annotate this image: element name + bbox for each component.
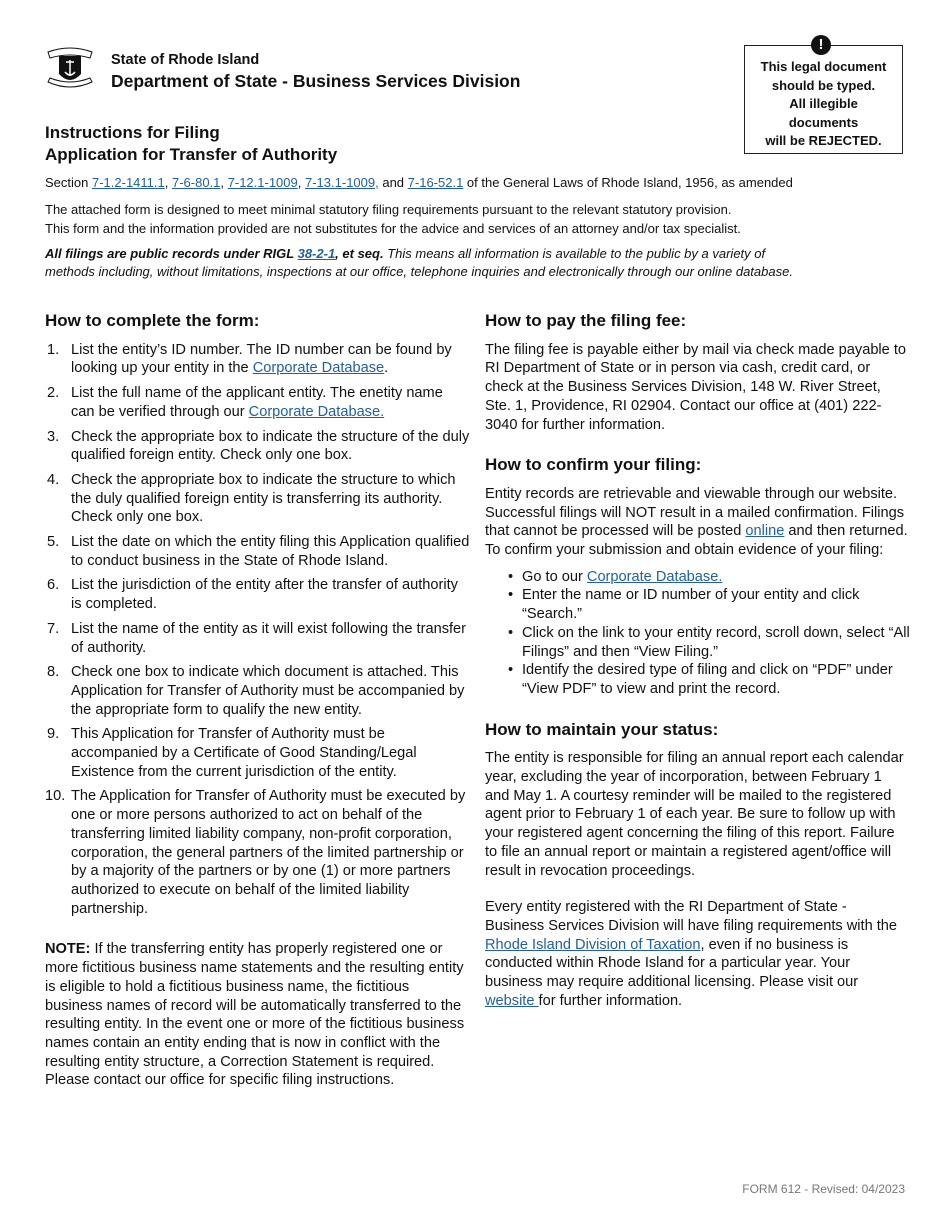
text-segment: . <box>384 360 389 377</box>
step-number: 1. <box>47 341 60 358</box>
step-text <box>71 429 469 464</box>
step-item <box>45 787 470 918</box>
step-item <box>45 471 470 527</box>
link[interactable]: 7-16-52.1 <box>407 175 464 190</box>
step-text <box>71 788 465 916</box>
text-segment: Entity records are retrievable and viewable through our website. Successful filings will NOT result in a mailed confirmation. Filings that cannot be processed will be posted <box>485 485 905 540</box>
text-segment: Check the appropriate box to indicate the structure of the duly qualified foreign entity. Check only one box. <box>71 428 470 464</box>
text-segment: Check one box to indicate which document is attached. This Application for Transfer of Authority must be accompanied by the appropriate form to qualify the new entity. <box>71 664 465 718</box>
link[interactable]: Corporate Database. <box>248 403 385 420</box>
text-segment: List the entity’s ID number. The ID number can be found by looking up your entity in the <box>71 341 452 377</box>
maintain-heading: How to maintain your status: <box>485 719 719 739</box>
link[interactable]: 7-1.2-1411.1 <box>91 175 165 190</box>
text-segment: , et seq. <box>335 246 384 261</box>
bullet-item <box>522 586 910 623</box>
text-segment: This means all information is available to the public by a variety of methods including, without limitations, inspections at our office, telephone inquiries and electronically through our online database. <box>45 246 793 279</box>
left-column <box>45 312 470 1090</box>
text-segment: Go to our <box>522 568 587 585</box>
step-item <box>45 384 470 421</box>
text-segment: of the General Laws of Rhode Island, 1956, as amended <box>463 175 793 190</box>
link[interactable]: online <box>745 523 785 540</box>
disclaimer-line: The attached form is designed to meet minimal statutory filing requirements pursuant to the relevant statutory provision. <box>45 202 732 217</box>
confirm-heading: How to confirm your filing: <box>485 455 702 475</box>
step-item <box>45 620 470 657</box>
step-number: 8. <box>47 664 60 681</box>
text-segment: , <box>297 175 305 190</box>
public-records-notice <box>45 245 815 280</box>
step-number: 6. <box>47 577 60 594</box>
step-text <box>71 385 443 420</box>
note-paragraph <box>45 940 470 1090</box>
text-segment: This Application for Transfer of Authority must be accompanied by a Certificate of Good Standing/Legal Existence from the current jurisdiction of the entity. <box>71 726 417 780</box>
text-segment: for further information. <box>538 992 683 1009</box>
right-column <box>485 312 910 1025</box>
link[interactable]: Corporate Database. <box>586 568 723 585</box>
page-title <box>45 122 337 166</box>
state-name: State of Rhode Island <box>111 52 260 68</box>
maintain-paragraph-2 <box>485 898 910 1010</box>
link[interactable]: Rhode Island Division of Taxation <box>485 936 701 953</box>
step-item <box>45 341 470 378</box>
step-number: 10. <box>45 788 66 805</box>
step-number: 2. <box>47 385 60 402</box>
link[interactable]: 7-6-80.1 <box>171 175 221 190</box>
disclaimer <box>45 200 741 238</box>
text-segment: All filings are public records under RIGL <box>45 246 298 261</box>
step-item <box>45 533 470 570</box>
text-segment: , <box>220 175 228 190</box>
warning-line: This legal document <box>760 59 887 74</box>
confirm-steps <box>485 568 910 699</box>
title-line-1: Instructions for Filing <box>45 123 220 142</box>
bullet-item <box>522 624 910 661</box>
warning-line: should be typed. <box>771 77 876 93</box>
text-segment: Click on the link to your entity record, scroll down, select “All Filings” and then “View Filing.” <box>522 624 910 660</box>
text-segment: List the name of the entity as it will exist following the transfer of authority. <box>71 620 467 656</box>
link[interactable]: 7-12.1-1009 <box>227 175 298 190</box>
step-item <box>45 725 470 781</box>
text-segment: and then returned. To confirm your submission and obtain evidence of your filing: <box>485 523 908 559</box>
warning-line: All illegible <box>789 96 858 111</box>
text-segment: The Application for Transfer of Authority must be executed by one or more persons authorized to act on behalf of the transferring limited liability company, non-profit corporation, corporation, the general partners of the limited partnership or by a majority of the partners or by one (1) or more partners authorized to execute on behalf of the limited liability partnership. <box>71 788 466 917</box>
step-number: 9. <box>47 726 60 743</box>
link[interactable]: website <box>485 992 539 1009</box>
text-segment: Identify the desired type of filing and click on “PDF” under “View PDF” to view and print the record. <box>522 662 893 697</box>
bullet-item <box>522 661 910 698</box>
confirm-paragraph <box>485 485 910 560</box>
pay-heading: How to pay the filing fee: <box>485 311 687 330</box>
text-segment: The entity is responsible for filing an annual report each calendar year, excluding the year of incorporation, between February 1 and May 1. A courtesy reminder will be mailed to the registered agent prior to February 1 of each year. Be sure to follow up with your registered agent concerning the filing of this report. Failure to file an annual report or maintain a registered agent/office will result in revocation proceedings. <box>485 750 904 879</box>
step-number: 3. <box>47 428 60 445</box>
step-text <box>71 726 417 779</box>
steps-list <box>45 341 470 919</box>
disclaimer-line: This form and the information provided are not substitutes for the advice and services of an attorney and/or tax specialist. <box>45 221 741 236</box>
link[interactable]: Corporate Database <box>252 360 385 377</box>
step-text <box>71 621 466 656</box>
step-text <box>71 342 452 377</box>
title-line-2: Application for Transfer of Authority <box>45 145 338 164</box>
link[interactable]: 7-13.1-1009, <box>305 175 379 190</box>
step-text <box>71 577 458 612</box>
complete-heading: How to complete the form: <box>45 311 260 330</box>
bullet-item <box>522 568 910 587</box>
text-segment: and <box>378 175 408 190</box>
rhode-island-seal-logo <box>44 44 96 92</box>
text-segment: , even if no business is conducted within Rhode Island for a particular year. Your business may require additional licensing. Please visit our <box>485 936 859 991</box>
warning-line: documents <box>788 114 859 130</box>
text-segment: Check the appropriate box to indicate the structure to which the duly qualified foreign entity is transferring its authority. Check only one box. <box>71 471 456 526</box>
text-segment: Enter the name or ID number of your entity and click “Search.” <box>522 587 860 623</box>
step-number: 7. <box>47 620 60 637</box>
link[interactable]: 38-2-1 <box>297 246 336 261</box>
step-item <box>45 428 470 465</box>
text-segment: List the jurisdiction of the entity after the transfer of authority is completed. <box>71 577 458 613</box>
exclamation-icon: ! <box>811 35 831 55</box>
step-number: 4. <box>47 471 60 488</box>
text-segment: NOTE: <box>45 941 91 958</box>
step-text <box>71 534 469 569</box>
step-number: 5. <box>47 534 60 551</box>
step-item <box>45 576 470 613</box>
text-segment: Section <box>45 175 92 190</box>
step-item <box>45 663 470 719</box>
typed-warning-box <box>744 45 903 154</box>
pay-paragraph <box>485 341 910 435</box>
text-segment: The filing fee is payable either by mail via check made payable to RI Department of State or in person via cash, credit card, or check at the Business Services Division, 148 W. River Street, Ste. 1, Providence, RI 02904. Contact our office at (401) 222-3040 for further information. <box>485 341 907 433</box>
maintain-paragraph-1 <box>485 749 910 880</box>
step-text <box>71 664 464 717</box>
text-segment: Every entity registered with the RI Department of State - Business Services Division will have filing requirements with the <box>485 899 898 934</box>
text-segment: List the date on which the entity filing this Application qualified to conduct business in the State of Rhode Island. <box>71 534 470 569</box>
text-segment: List the full name of the applicant entity. The enetity name can be verified through our <box>71 385 443 420</box>
text-segment: , <box>164 175 172 190</box>
warning-line: will be REJECTED. <box>765 133 882 148</box>
statute-section <box>45 175 793 190</box>
step-text <box>71 472 456 525</box>
department-name: Department of State - Business Services Division <box>111 71 521 91</box>
form-revision: FORM 612 - Revised: 04/2023 <box>742 1182 905 1196</box>
text-segment: If the transferring entity has properly registered one or more fictitious business name statements and the resulting entity is eligible to hold a fictitious business name, the fictitious business names of record will be automatically transferred to the resulting entity. In the event one or more of the fictitious business names contain an entity ending that is now in conflict with the resulting entity structure, a Correction Statement is required. Please contact our office for specific filing instructions. <box>45 941 465 1089</box>
